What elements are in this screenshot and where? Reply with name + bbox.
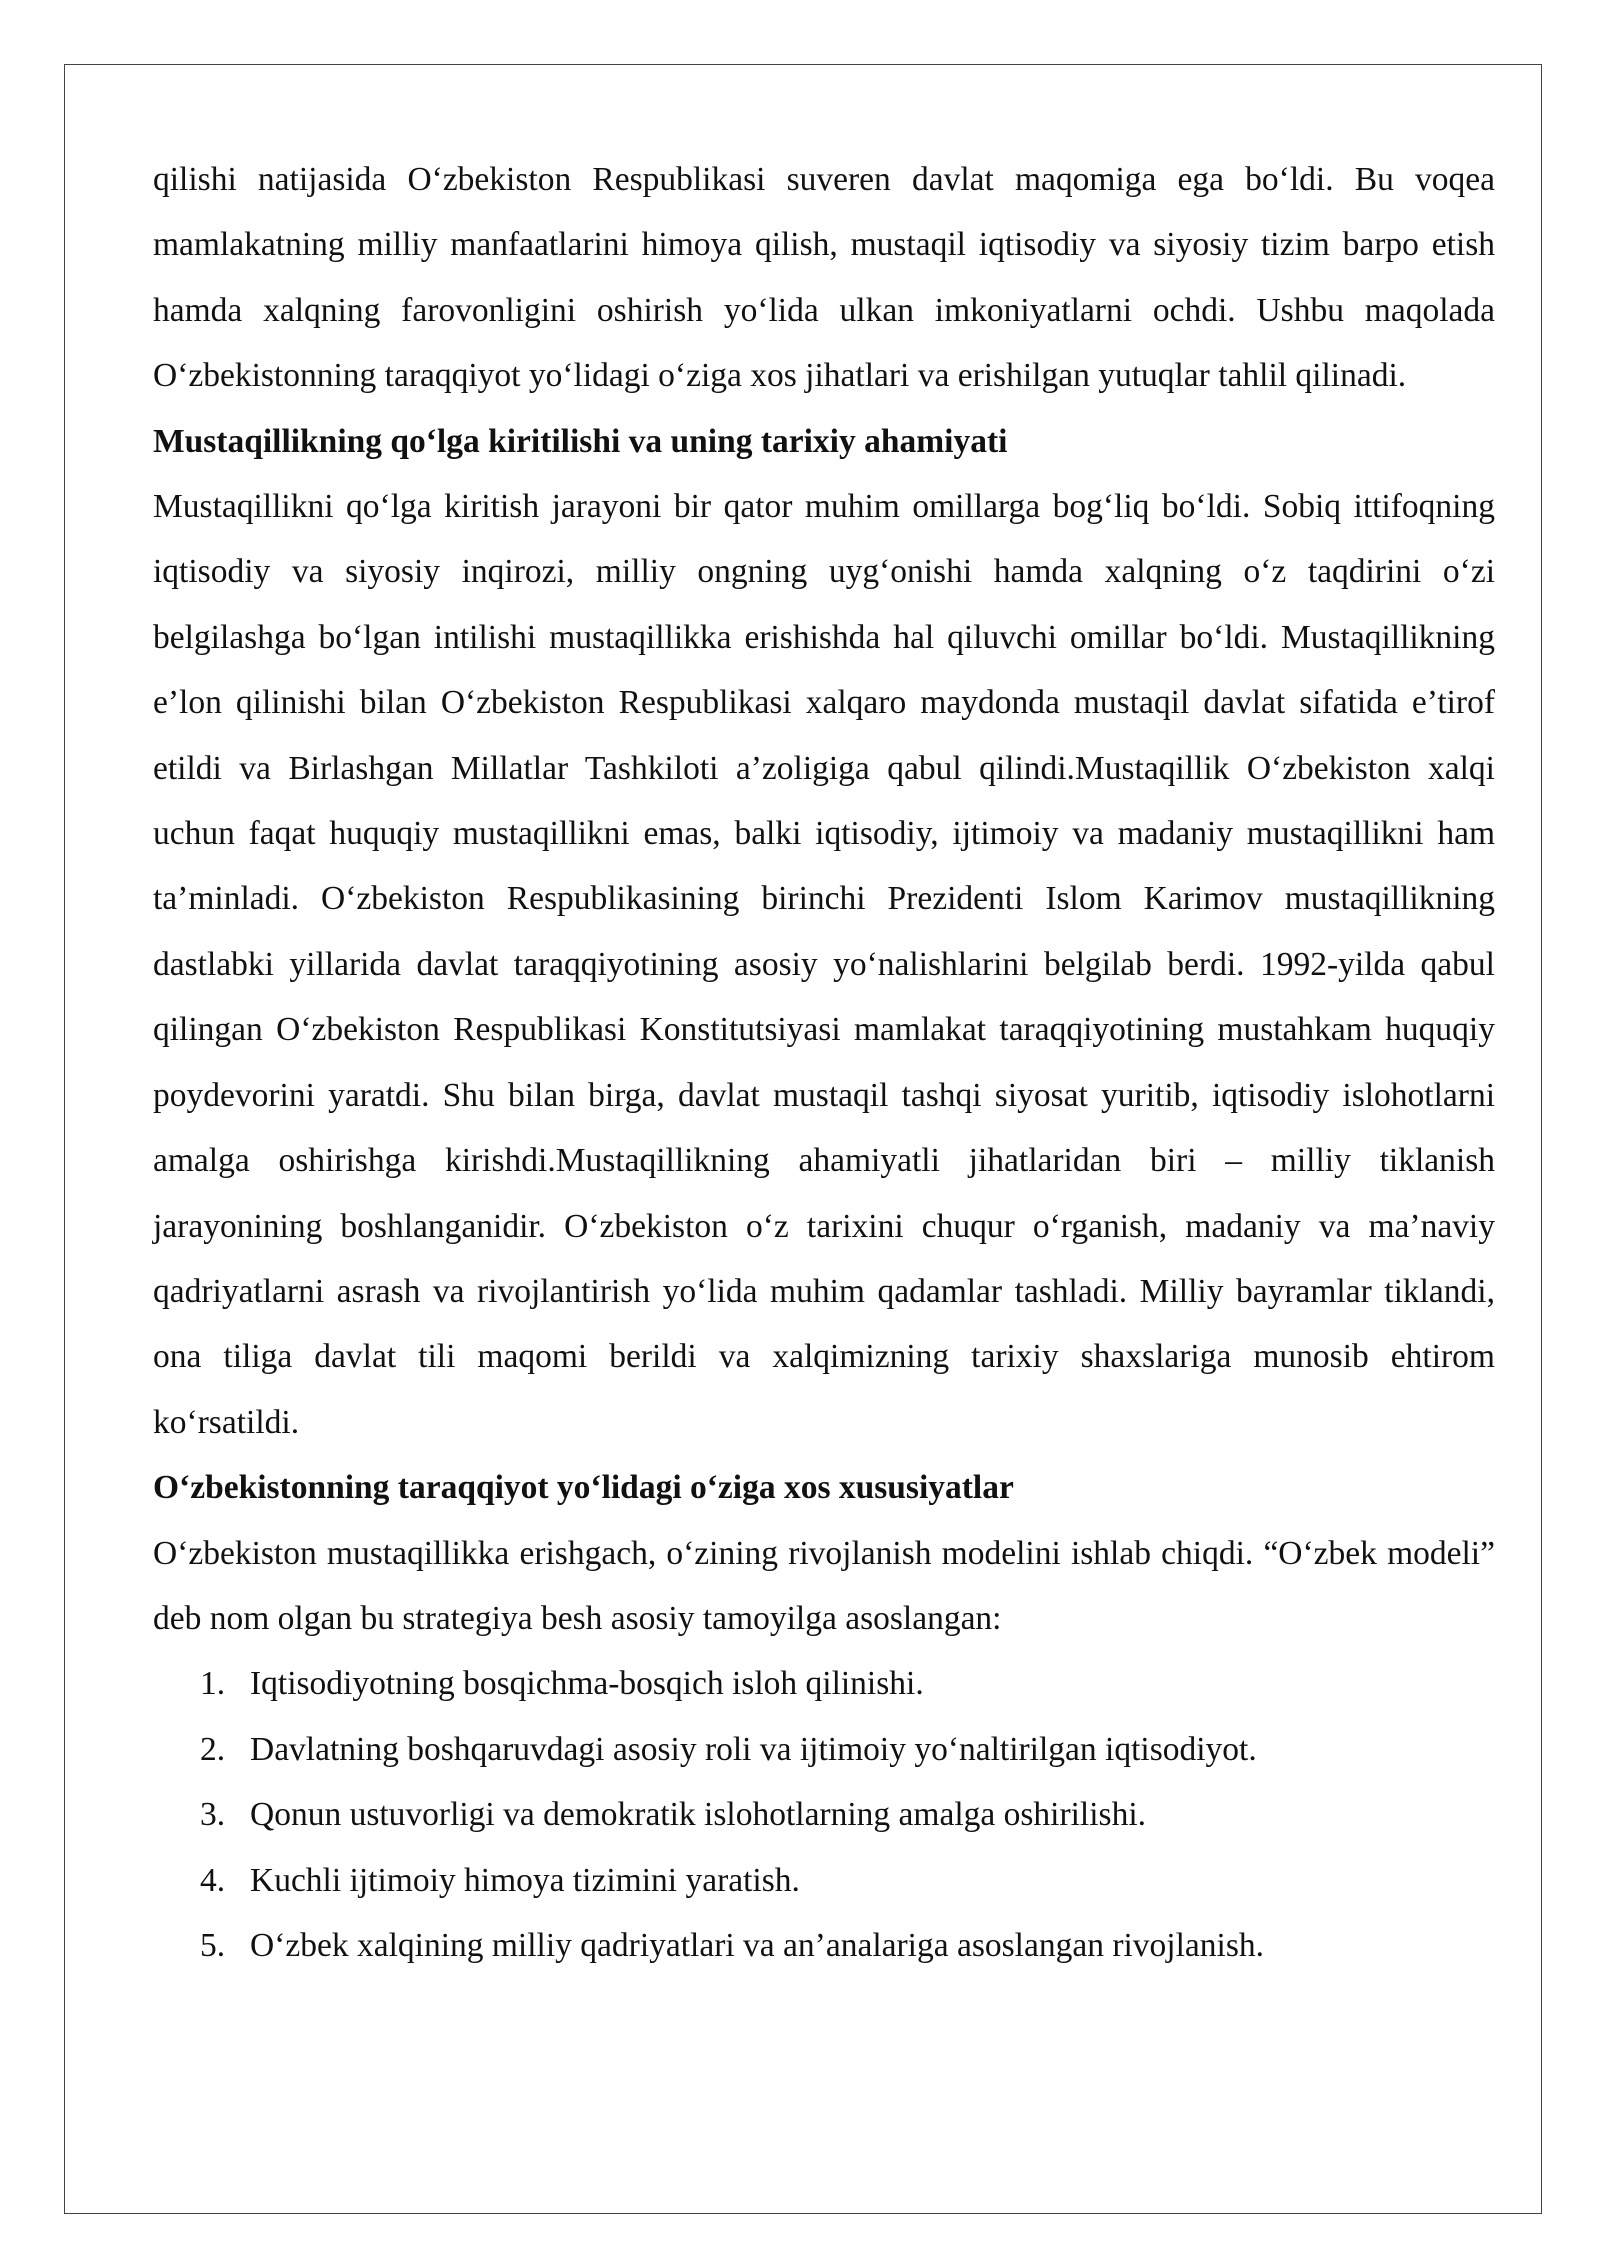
list-item: [153, 1651, 1495, 1716]
list-item-number: 5.: [200, 1926, 226, 1964]
section-paragraph-development: O‘zbekiston mustaqillikka erishgach, o‘zining rivojlanish modelini ishlab chiqdi. “O‘zbek modeli” deb nom olgan bu strategiya besh asosiy tamoyilga asoslangan:: [153, 1534, 1495, 1637]
list-item-text: Iqtisodiyotning bosqichma-bosqich isloh qilinishi.: [250, 1665, 924, 1703]
list-item-text: O‘zbek xalqining milliy qadriyatlari va an’analariga asoslangan rivojlanish.: [250, 1926, 1264, 1964]
list-item-text: Qonun ustuvorligi va demokratik islohotlarning amalga oshirilishi.: [250, 1796, 1147, 1834]
list-item: [153, 1913, 1495, 1978]
list-item: [153, 1782, 1495, 1847]
list-item-number: 3.: [200, 1796, 226, 1834]
list-item-number: 4.: [200, 1861, 226, 1899]
list-item: [153, 1717, 1495, 1782]
section-heading-development: O‘zbekistonning taraqqiyot yo‘lidagi o‘ziga xos xususiyatlar: [153, 1469, 1014, 1507]
principles-list: [153, 1651, 1495, 1978]
list-item-number: 1.: [200, 1665, 226, 1703]
list-item-text: Davlatning boshqaruvdagi asosiy roli va ijtimoiy yo‘naltirilgan iqtisodiyot.: [250, 1730, 1257, 1768]
list-item-number: 2.: [200, 1730, 226, 1768]
list-item: [153, 1848, 1495, 1913]
document-body: [153, 147, 1495, 1978]
list-item-text: Kuchli ijtimoiy himoya tizimini yaratish.: [250, 1861, 800, 1899]
section-paragraph-independence: Mustaqillikni qo‘lga kiritish jarayoni bir qator muhim omillarga bog‘liq bo‘ldi. Sobiq ittifoqning iqtisodiy va siyosiy inqirozi, milliy ongning uyg‘onishi hamda xalqning o‘z taqdirini o‘zi belgilashga bo‘lgan intilishi mustaqillikka erishishda hal qiluvchi omillar bo‘ldi. Mustaqillikning e’lon qilinishi bilan O‘zbekiston Respublikasi xalqaro maydonda mustaqil davlat sifatida e’tirof etildi va Birlashgan Millatlar Tashkiloti a’zoligiga qabul qilindi.Mustaqillik O‘zbekiston xalqi uchun faqat huquqiy mustaqillikni emas, balki iqtisodiy, ijtimoiy va madaniy mustaqillikni ham ta’minladi. O‘zbekiston Respublikasining birinchi Prezidenti Islom Karimov mustaqillikning dastlabki yillarida davlat taraqqiyotining asosiy yo‘nalishlarini belgilab berdi. 1992-yilda qabul qilingan O‘zbekiston Respublikasi Konstitutsiyasi mamlakat taraqqiyotining mustahkam huquqiy poydevorini yaratdi. Shu bilan birga, davlat mustaqil tashqi siyosat yuritib, iqtisodiy islohotlarni amalga oshirishga kirishdi.Mustaqillikning ahamiyatli jihatlaridan biri – milliy tiklanish jarayonining boshlanganidir. O‘zbekiston o‘z tarixini chuqur o‘rganish, madaniy va ma’naviy qadriyatlarni asrash va rivojlantirish yo‘lida muhim qadamlar tashladi. Milliy bayramlar tiklandi, ona tiliga davlat tili maqomi berildi va xalqimizning tarixiy shaxslariga munosib ehtirom ko‘rsatildi.: [153, 488, 1495, 1441]
section-heading-independence: Mustaqillikning qo‘lga kiritilishi va uning tarixiy ahamiyati: [153, 422, 1008, 460]
intro-paragraph: qilishi natijasida O‘zbekiston Respublikasi suveren davlat maqomiga ega bo‘ldi. Bu voqea mamlakatning milliy manfaatlarini himoya qilish, mustaqil iqtisodiy va siyosiy tizim barpo etish hamda xalqning farovonligini oshirish yo‘lida ulkan imkoniyatlarni ochdi. Ushbu maqolada O‘zbekistonning taraqqiyot yo‘lidagi o‘ziga xos jihatlari va erishilgan yutuqlar tahlil qilinadi.: [153, 161, 1495, 395]
